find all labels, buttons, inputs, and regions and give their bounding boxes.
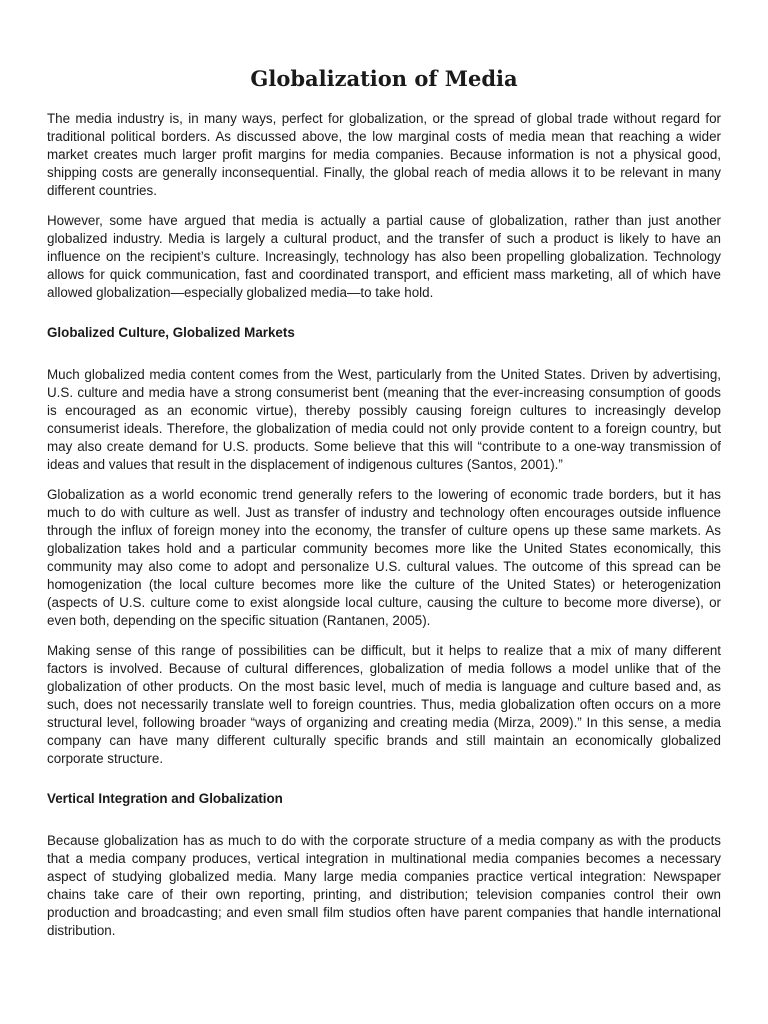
intro-paragraph-1: The media industry is, in many ways, perfect for globalization, or the spread of global trade without regard for traditional political borders. As discussed above, the low marginal costs of media mean that reaching a wider market creates much larger profit margins for media companies. Because information is not a physical good, shipping costs are generally inconsequential. Finally, the global reach of media allows it to be relevant in many different countries. xyxy=(47,111,721,198)
section-heading-vertical-integration: Vertical Integration and Globalization xyxy=(47,791,283,806)
page-title: Globalization of Media xyxy=(250,66,518,91)
section1-paragraph-3: Making sense of this range of possibilities can be difficult, but it helps to realize that a mix of many different factors is involved. Because of cultural differences, globalization of media follows a model unlike that of the globalization of other products. On the most basic level, much of media is language and culture based and, as such, does not necessarily translate well to foreign countries. Thus, media globalization often occurs on a more structural level, following broader “ways of organizing and creating media (Mirza, 2009).” In this sense, a media company can have many different culturally specific brands and still maintain an economically globalized corporate structure. xyxy=(47,643,721,766)
intro-paragraph-2: However, some have argued that media is actually a partial cause of globalization, rather than just another globalized industry. Media is largely a cultural product, and the transfer of such a product is likely to have an influence on the recipient’s culture. Increasingly, technology has also been propelling globalization. Technology allows for quick communication, fast and coordinated transport, and efficient mass marketing, all of which have allowed globalization—especially globalized media—to take hold. xyxy=(47,213,721,300)
section-heading-globalized-culture: Globalized Culture, Globalized Markets xyxy=(47,325,295,340)
document-page xyxy=(47,66,721,952)
section1-paragraph-1: Much globalized media content comes from the West, particularly from the United States. Driven by advertising, U.S. culture and media have a strong consumerist bent (meaning that the ever-increasing consumption of goods is encouraged as an economic virtue), thereby possibly causing foreign cultures to increasingly develop consumerist ideals. Therefore, the globalization of media could not only provide content to a foreign country, but may also create demand for U.S. products. Some believe that this will “contribute to a one-way transmission of ideas and values that result in the displacement of indigenous cultures (Santos, 2001).” xyxy=(47,367,721,472)
section2-paragraph-1: Because globalization has as much to do with the corporate structure of a media company as with the products that a media company produces, vertical integration in multinational media companies becomes a necessary aspect of studying globalized media. Many large media companies practice vertical integration: Newspaper chains take care of their own reporting, printing, and distribution; television companies control their own production and broadcasting; and even small film studios often have parent companies that handle international distribution. xyxy=(47,833,721,938)
section1-paragraph-2: Globalization as a world economic trend generally refers to the lowering of economic trade borders, but it has much to do with culture as well. Just as transfer of industry and technology often encourages outside influence through the influx of foreign money into the economy, the transfer of culture opens up these same markets. As globalization takes hold and a particular community becomes more like the United States economically, this community may also come to adopt and personalize U.S. cultural values. The outcome of this spread can be homogenization (the local culture becomes more like the culture of the United States) or heterogenization (aspects of U.S. culture come to exist alongside local culture, causing the culture to become more diverse), or even both, depending on the specific situation (Rantanen, 2005). xyxy=(47,487,721,628)
